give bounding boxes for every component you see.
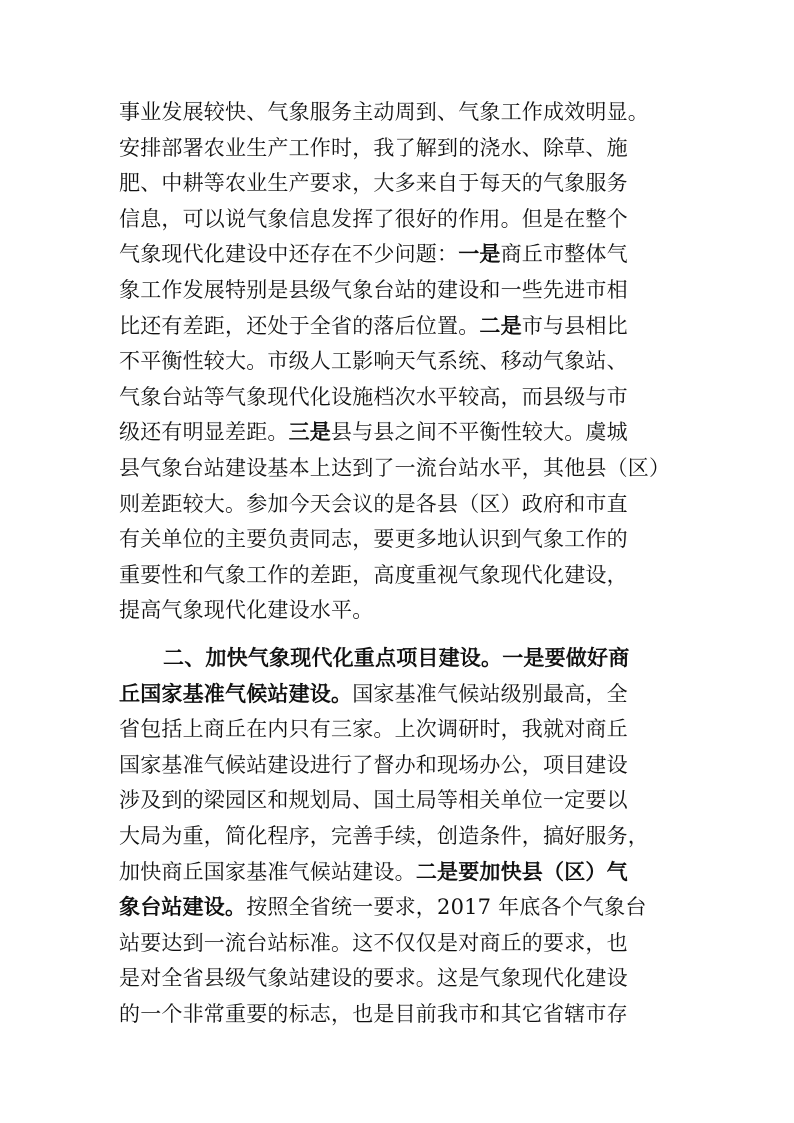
body-text: 国家基准气候站级别最高，全	[352, 681, 628, 706]
text-line	[119, 414, 679, 450]
body-text: 级还有明显差距。	[119, 420, 289, 445]
text-line	[119, 343, 679, 379]
body-text: 县与县之间不平衡性较大。虞城	[331, 420, 628, 445]
body-text: 加快商丘国家基准气候站建设。	[119, 859, 416, 884]
section-heading: 二、加快气象现代化重点项目建设。	[163, 646, 503, 670]
body-text: 市与县相比	[521, 313, 628, 338]
text-line	[119, 960, 679, 996]
body-text: 国家基准气候站建设进行了督办和现场办公，项目建设	[119, 752, 628, 777]
emphasis-text: 丘国家基准气候站建设。	[119, 681, 353, 706]
text-line	[119, 711, 679, 747]
text-line	[119, 996, 679, 1032]
emphasis-text: 三是	[288, 420, 332, 445]
body-text: 肥、中耕等农业生产要求，大多来自于每天的气象服务	[119, 171, 628, 196]
body-text: 按照全省统一要求，2017 年底各个气象台	[246, 895, 647, 920]
body-text: 县气象台站建设基本上达到了一流台站水平，其他县（区）	[119, 456, 671, 480]
text-line	[119, 201, 679, 237]
body-text: 则差距较大。参加今天会议的是各县（区）政府和市直	[119, 491, 628, 516]
body-text: 不平衡性较大。市级人工影响天气系统、移动气象站、	[119, 349, 628, 374]
body-text: 象工作发展特别是县级气象台站的建设和一些先进市相	[119, 278, 628, 302]
emphasis-text: 一是要做好商	[502, 646, 630, 670]
body-text: 提高气象现代化建设水平。	[119, 598, 374, 623]
body-text: 气象台站等气象现代化设施档次水平较高，而县级与市	[119, 384, 628, 409]
body-text: 涉及到的梁园区和规划局、国土局等相关单位一定要以	[119, 788, 628, 813]
text-line	[119, 782, 679, 818]
body-text: 安排部署农业生产工作时，我了解到的浇水、除草、施	[119, 135, 628, 160]
text-line	[119, 747, 679, 783]
emphasis-text: 二是	[479, 313, 522, 338]
text-line	[119, 130, 679, 166]
body-text: 省包括上商丘在内只有三家。上次调研时，我就对商丘	[119, 717, 628, 742]
text-line	[119, 94, 679, 130]
body-text: 事业发展较快、气象服务主动周到、气象工作成效明显。	[119, 100, 649, 124]
text-line	[119, 557, 679, 593]
emphasis-text: 象台站建设。	[119, 895, 247, 920]
emphasis-text: 二是要加快县（区）气	[415, 859, 628, 884]
text-line	[119, 854, 679, 890]
text-line	[119, 165, 679, 201]
body-text: 气象现代化建设中还存在不少问题：	[119, 242, 459, 267]
text-line	[119, 676, 679, 712]
body-text: 信息，可以说气象信息发挥了很好的作用。但是在整个	[119, 206, 628, 231]
text-line	[119, 379, 679, 415]
text-line	[119, 925, 679, 961]
body-text: 比还有差距，还处于全省的落后位置。	[119, 313, 480, 338]
body-text: 是对全省县级气象站建设的要求。这是气象现代化建设	[119, 966, 628, 991]
text-line	[119, 308, 679, 344]
text-line	[119, 818, 679, 854]
text-line	[119, 889, 679, 925]
body-text: 站要达到一流台站标准。这不仅仅是对商丘的要求，也	[119, 930, 628, 955]
text-line	[119, 592, 679, 628]
text-line	[163, 640, 679, 676]
body-text: 有关单位的主要负责同志，要更多地认识到气象工作的	[119, 527, 628, 552]
body-text: 重要性和气象工作的差距，高度重视气象现代化建设，	[119, 562, 628, 587]
text-line	[119, 236, 679, 272]
text-line	[119, 272, 679, 308]
emphasis-text: 一是	[458, 242, 501, 267]
body-text: 商丘市整体气	[500, 242, 628, 267]
text-line	[119, 450, 679, 486]
text-line	[119, 486, 679, 522]
text-line	[119, 521, 679, 557]
body-text: 大局为重，简化程序，完善手续，创造条件，搞好服务，	[119, 824, 649, 848]
body-text: 的一个非常重要的标志，也是目前我市和其它省辖市存	[119, 1002, 628, 1026]
